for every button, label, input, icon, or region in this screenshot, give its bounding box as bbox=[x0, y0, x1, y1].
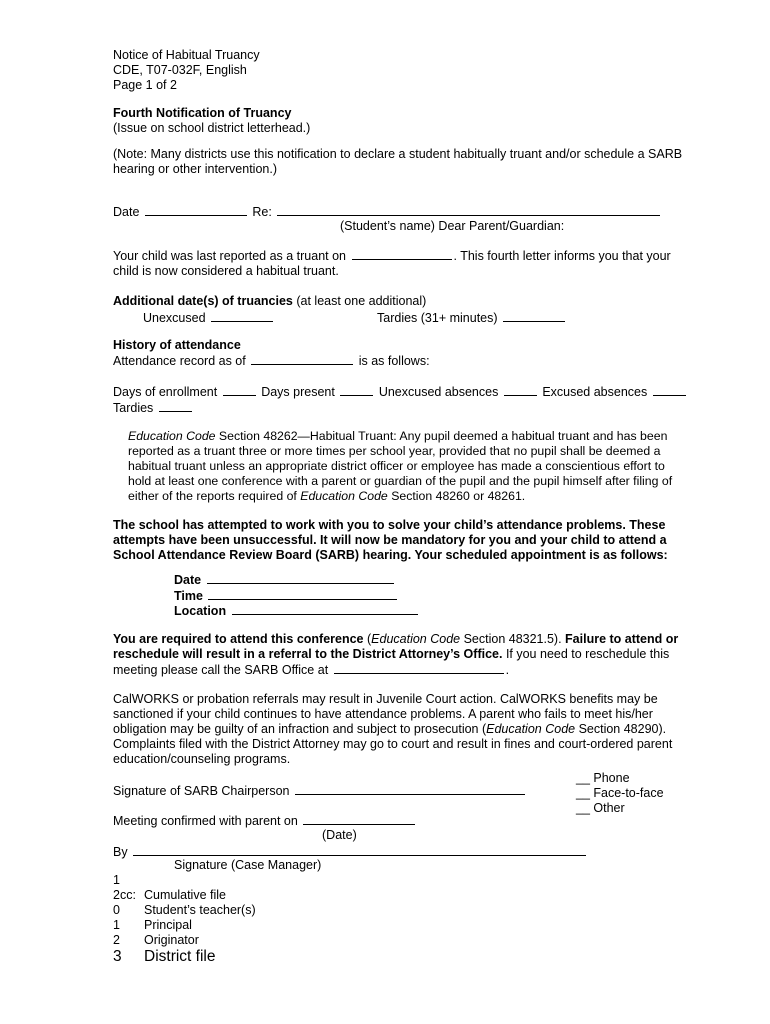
cc-num-4: 2 bbox=[113, 933, 120, 947]
letterhead-note: (Issue on school district letterhead.) bbox=[113, 121, 311, 135]
truant-date-field[interactable] bbox=[352, 248, 452, 260]
is-as-follows-label: is as follows: bbox=[358, 354, 430, 368]
code-italic-4: Education Code bbox=[486, 722, 576, 736]
required-paragraph bbox=[113, 632, 687, 678]
cc-num-3: 1 bbox=[113, 918, 120, 932]
date-re-line bbox=[113, 204, 662, 220]
cc-num-5: 3 bbox=[113, 948, 122, 965]
code-italic-2: Education Code bbox=[300, 489, 388, 503]
contact-option-phone[interactable]: __ Phone bbox=[576, 771, 630, 785]
cc-item-principal: Principal bbox=[144, 918, 192, 932]
cc-item-district-file: District file bbox=[144, 948, 216, 965]
tardies-line bbox=[113, 400, 194, 416]
case-manager-signature-field[interactable] bbox=[133, 844, 586, 856]
education-code-quote bbox=[128, 429, 683, 504]
appointment-time-line bbox=[174, 588, 399, 604]
attendance-counts-line bbox=[113, 384, 688, 400]
reschedule-text: If you need to reschedule this meeting please call the SARB Office at bbox=[113, 647, 670, 677]
page-number: Page 1 of 2 bbox=[113, 78, 177, 92]
appointment-location-field[interactable] bbox=[232, 603, 418, 615]
calworks-paragraph bbox=[113, 692, 687, 767]
unexcused-line bbox=[143, 310, 275, 326]
record-date-field[interactable] bbox=[251, 353, 353, 365]
tardies-field[interactable] bbox=[159, 400, 192, 412]
required-text: You are required to attend this conference bbox=[113, 632, 364, 646]
additional-dates-note: (at least one additional) bbox=[292, 294, 427, 308]
additional-dates-label: Additional date(s) of truancies bbox=[113, 294, 293, 308]
sarb-signature-field[interactable] bbox=[295, 783, 525, 795]
calworks-text-b: Section 48290). Complaints filed with the District Attorney may go to court and result in fines and court-ordered parent education/counseling programs. bbox=[113, 722, 673, 766]
appointment-time-field[interactable] bbox=[208, 588, 397, 600]
appointment-location-label: Location bbox=[174, 604, 227, 618]
form-name: Notice of Habitual Truancy bbox=[113, 48, 260, 62]
record-as-of-label: Attendance record as of bbox=[113, 354, 246, 368]
excused-absences-field[interactable] bbox=[653, 384, 686, 396]
appointment-location-line bbox=[174, 603, 420, 619]
days-enrollment-field[interactable] bbox=[223, 384, 256, 396]
failure-text: Failure to attend or reschedule will result in a referral to the District Attorney’s Office. bbox=[113, 632, 679, 661]
date-field[interactable] bbox=[145, 204, 247, 216]
appointment-time-label: Time bbox=[174, 589, 203, 603]
meeting-date-caption: (Date) bbox=[322, 828, 357, 842]
cc-item-originator: Originator bbox=[144, 933, 199, 947]
tardies-31-line bbox=[377, 310, 567, 326]
contact-option-face-to-face[interactable]: __ Face-to-face bbox=[576, 786, 664, 800]
meeting-date-field[interactable] bbox=[303, 813, 415, 825]
code-italic-3: Education Code bbox=[371, 632, 461, 646]
tardies-31-label: Tardies (31+ minutes) bbox=[377, 311, 498, 325]
meeting-confirmed-label: Meeting confirmed with parent on bbox=[113, 814, 298, 828]
period: . bbox=[505, 663, 510, 677]
page-title: Fourth Notification of Truancy bbox=[113, 106, 292, 120]
district-note: (Note: Many districts use this notification to declare a student habitually truant and/or schedule a SARB hearing or other intervention.) bbox=[113, 147, 683, 176]
appointment-date-label: Date bbox=[174, 573, 202, 587]
code-text-b: Section 48260 or 48261. bbox=[387, 489, 526, 503]
additional-dates-heading bbox=[113, 294, 426, 309]
cc-num-2: 0 bbox=[113, 903, 120, 917]
meeting-confirmed-line bbox=[113, 813, 417, 829]
tardies-31-field[interactable] bbox=[503, 310, 565, 322]
case-manager-caption: Signature (Case Manager) bbox=[174, 858, 322, 872]
unexcused-absences-label: Unexcused absences bbox=[378, 385, 499, 399]
sarb-phone-field[interactable] bbox=[334, 662, 504, 674]
cc-num-1: 2cc: bbox=[113, 888, 136, 902]
days-present-field[interactable] bbox=[340, 384, 373, 396]
code-italic-1: Education Code bbox=[128, 429, 216, 443]
unexcused-absences-field[interactable] bbox=[504, 384, 537, 396]
appointment-date-field[interactable] bbox=[207, 572, 394, 584]
history-heading: History of attendance bbox=[113, 338, 241, 352]
required-section: Section 48321.5). bbox=[460, 632, 566, 646]
cc-num-0: 1 bbox=[113, 873, 120, 887]
cc-item-teachers: Student’s teacher(s) bbox=[144, 903, 256, 917]
appointment-date-line bbox=[174, 572, 396, 588]
unexcused-label: Unexcused bbox=[143, 311, 206, 325]
student-name-caption: (Student’s name) Dear Parent/Guardian: bbox=[340, 219, 565, 233]
school-attempt-paragraph: The school has attempted to work with you to solve your child’s attendance problems. These attempts have been unsuccessful. It will now be mandatory for you and your child to attend a School Attendance Review Board (SARB) hearing. Your scheduled appointment is as follows: bbox=[113, 518, 668, 562]
code-text-a: Section 48262—Habitual Truant: Any pupil deemed a habitual truant and has been reported as a truant three or more times per school year, provided that no pupil shall be deemed a habitual truant unless an appropriate district officer or employee has made a conscientious effort to hold at least one conference with a parent or guardian of the pupil and the pupil himself after filing of either of the reports required of bbox=[128, 429, 673, 503]
contact-option-other[interactable]: __ Other bbox=[576, 801, 625, 815]
unexcused-field[interactable] bbox=[211, 310, 273, 322]
truant-text-end: . This fourth letter informs you that your child is now considered a habitual truant. bbox=[113, 249, 671, 278]
days-present-label: Days present bbox=[261, 385, 335, 399]
cc-item-cumulative-file: Cumulative file bbox=[144, 888, 226, 902]
student-name-field[interactable] bbox=[277, 204, 660, 216]
truant-paragraph bbox=[113, 248, 683, 279]
sarb-signature-label: Signature of SARB Chairperson bbox=[113, 784, 290, 798]
paren-open: ( bbox=[363, 632, 372, 646]
sarb-signature-line bbox=[113, 783, 527, 799]
calworks-text-a: CalWORKS or probation referrals may result in Juvenile Court action. CalWORKS benefits may be sanctioned if your child continues to have attendance problems. A parent who fails to meet his/her obligation may be guilty of an infraction and subject to prosecution ( bbox=[113, 692, 658, 736]
days-enrollment-label: Days of enrollment bbox=[113, 385, 218, 399]
by-label: By bbox=[113, 845, 128, 859]
truant-text-start: Your child was last reported as a truant on bbox=[113, 249, 347, 263]
record-as-of-line bbox=[113, 353, 430, 369]
date-label: Date bbox=[113, 205, 140, 219]
form-code: CDE, T07-032F, English bbox=[113, 63, 247, 77]
tardies-label: Tardies bbox=[113, 401, 154, 415]
re-label: Re: bbox=[252, 205, 272, 219]
excused-absences-label: Excused absences bbox=[542, 385, 648, 399]
